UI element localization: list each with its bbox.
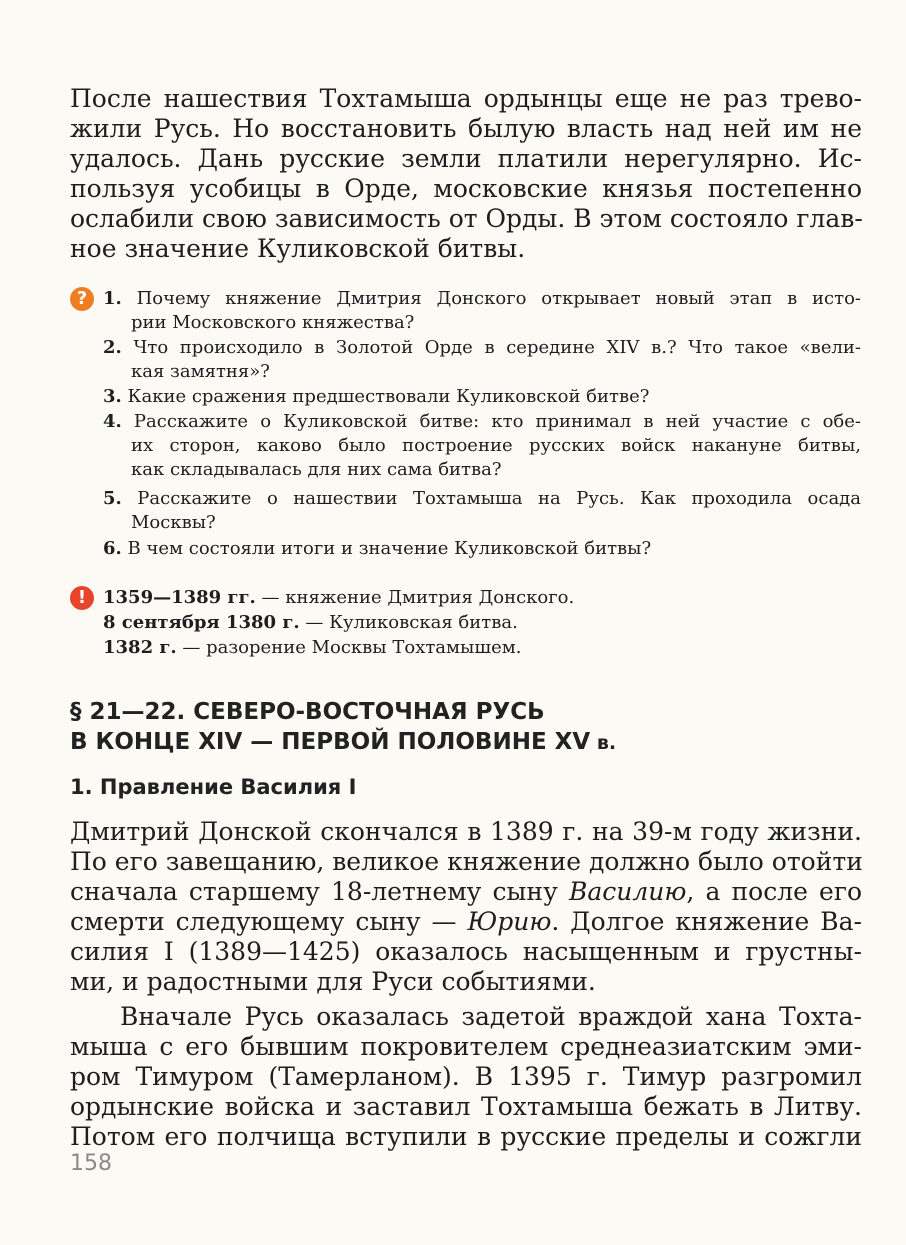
key-date: 8 сентября 1380 г. — Куликовская битва. [103,612,518,633]
paragraph-line: По его завещанию, великое княжение должно было отойти [70,847,863,876]
section-title: В КОНЦЕ XIV — ПЕРВОЙ ПОЛОВИНЕ XV в. [70,729,617,755]
intro-line: жили Русь. Но восстановить былую власть над ней им не [70,114,862,143]
paragraph-line: мыша с его бывшим покровителем среднеазиатским эми- [70,1032,862,1061]
paragraph-line: Потом его полчища вступили в русские пределы и сожгли [70,1122,862,1151]
paragraph-line: Вначале Русь оказалась задетой враждой хана Тохта- [120,1002,862,1031]
question-item: 5. Расскажите о нашествии Тохтамыша на Русь. Как проходила осада [103,488,861,509]
question-item-cont: их сторон, каково было построение русских войск накануне битвы, [131,435,861,456]
question-item-cont: Москвы? [131,512,216,533]
paragraph-line: смерти следующему сыну — Юрию. Долгое княжение Ва- [70,907,862,936]
key-date: 1382 г. — разорение Москвы Тохтамышем. [103,637,522,658]
key-date: 1359—1389 гг. — княжение Дмитрия Донского. [103,587,575,608]
intro-line: удалось. Дань русские земли платили нерегулярно. Ис- [70,144,862,173]
page-number: 158 [70,1151,112,1176]
question-item: 1. Почему княжение Дмитрия Донского открывает новый этап в исто- [103,288,861,309]
paragraph-line: ром Тимуром (Тамерланом). В 1395 г. Тимур разгромил [70,1062,862,1091]
intro-line: ное значение Куликовской битвы. [70,234,526,263]
paragraph-line: сначала старшему 18-летнему сыну Василию, а после его [70,877,862,906]
paragraph-line: ми, и радостными для Руси событиями. [70,967,596,996]
question-item-cont: рии Московского княжества? [131,312,415,333]
subsection-title: 1. Правление Василия I [70,775,357,799]
question-item-cont: кая замятня»? [131,361,270,382]
intro-line: ослабили свою зависимость от Орды. В этом состояло глав- [70,204,863,233]
question-item: 4. Расскажите о Куликовской битве: кто принимал в ней участие с обе- [103,411,861,432]
attention-icon: ! [70,586,94,610]
question-icon: ? [70,287,94,311]
question-item-cont: как складывалась для них сама битва? [131,459,502,480]
question-item: 6. В чем состояли итоги и значение Куликовской битвы? [103,538,652,559]
question-item: 2. Что происходило в Золотой Орде в середине XIV в.? Что такое «вели- [103,337,861,358]
paragraph-line: силия I (1389—1425) оказалось насыщенным и грустны- [70,937,862,966]
paragraph-line: ордынские войска и заставил Тохтамыша бежать в Литву. [70,1092,862,1121]
section-title: § 21—22. СЕВЕРО-ВОСТОЧНАЯ РУСЬ [70,699,545,725]
question-item: 3. Какие сражения предшествовали Куликовской битве? [103,386,650,407]
intro-line: пользуя усобицы в Орде, московские князья постепенно [70,174,862,203]
paragraph-line: Дмитрий Донской скончался в 1389 г. на 39-м году жизни. [70,817,862,846]
intro-line: После нашествия Тохтамыша ордынцы еще не раз трево- [70,84,862,113]
